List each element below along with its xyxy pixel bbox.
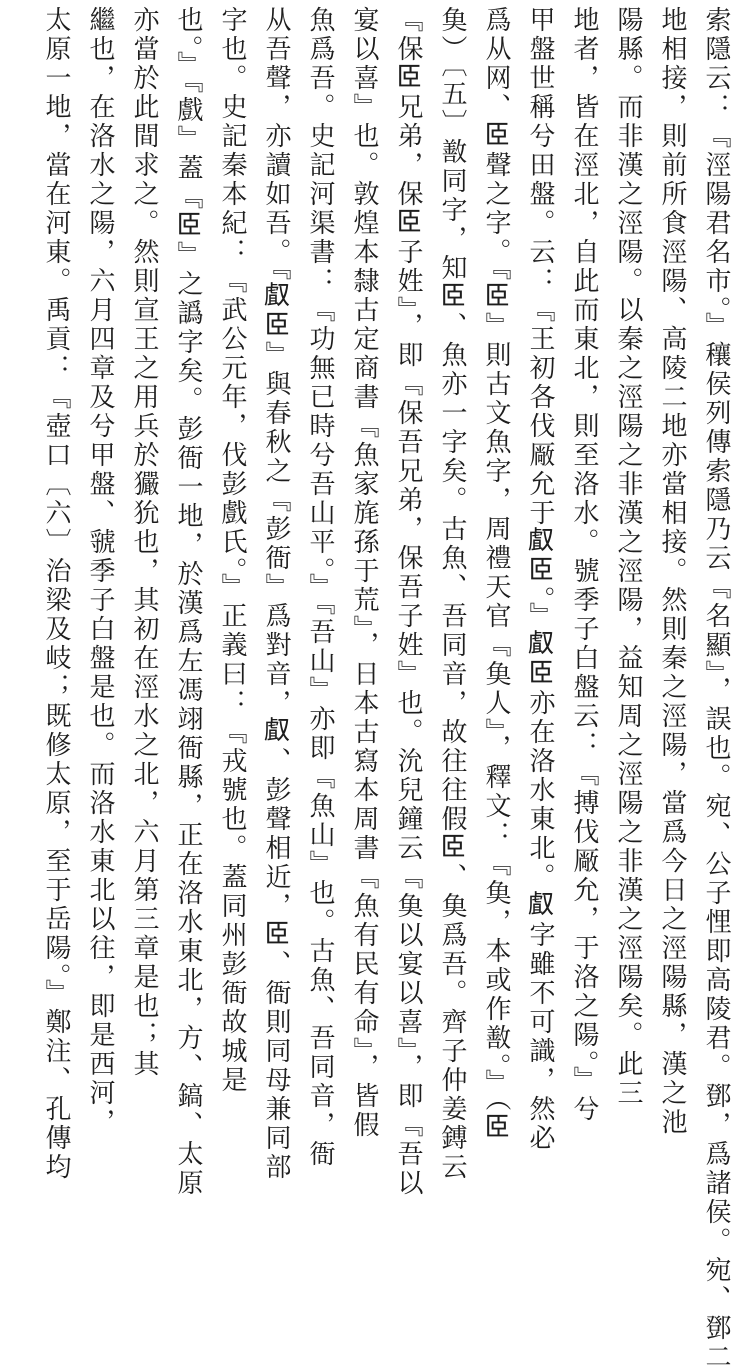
text-column: 爲从网、𦣞聲之字。『𦣞』則古文魚字，周禮天官『𩵋人』，釋文：『𩵋，本或作敾。』（𦣞: [481, 6, 511, 1143]
text-column: 从吾聲，亦讀如吾。『𠭯𦣞』與春秋之『彭衙』爲對音，𠭯、彭聲相近，𦣞、衙則同母兼同部: [261, 6, 291, 1182]
text-column: 字也。史記秦本紀：『武公元年，伐彭戲氏。』正義曰：『戎號也。蓋同州彭衙故城是: [217, 6, 247, 1095]
text-column: 魚爲吾。史記河渠書：『功無已時兮吾山平。』『吾山』亦即『魚山』也。古魚、吾同音，衙: [305, 6, 335, 1169]
text-column: 太原一地，當在河東。禹貢：『壺口〔六〕治梁及岐；既修太原，至于岳陽。』鄭注、孔傳均: [41, 6, 71, 1182]
text-column: 亦當於此間求之。然則宣王之用兵於玁狁也，其初在涇水之北，六月第三章是也；其: [129, 6, 159, 1079]
text-column: 宴以喜』也。敦煌本隸古定商書『魚家旄孫于荒』，日本古寫本周書『魚有民有命』，皆假: [349, 6, 379, 1140]
text-column: 索隱云：『涇陽君名市。』穰侯列傳索隱乃云『名顯』，誤也。宛、公子悝即高陵君。鄧，爲諸侯。宛、鄧二: [701, 6, 731, 1372]
text-column: 陽縣。而非漢之涇陽。以秦之涇陽之非漢之涇陽，益知周之涇陽之非漢之涇陽矣。此三: [613, 6, 643, 1108]
text-column: 『保𦣞兄弟，保𦣞子姓』，即『保吾兄弟，保吾子姓』也。沇兒鐘云『𩵋以宴以喜』，即『吾以: [393, 6, 423, 1198]
text-column: 也。』『戲』蓋『𦣞』之譌字矣。彭衙一地，於漢爲左馮翊衙縣，正在洛水東北，方、鎬、太原: [173, 6, 203, 1198]
text-column: 繼也，在洛水之陽，六月四章及兮甲盤、虢季子白盤是也。而洛水東北以往，即是西河，: [85, 6, 115, 1137]
text-column: 𩵋）〔五〕敾同字，知𦣞、魚亦一字矣。古魚、吾同音，故往往假𦣞、𩵋爲吾。齊子仲姜鎛云: [437, 6, 467, 1182]
text-column: 地相接，則前所食涇陽、高陵二地亦當相接。然則秦之涇陽，當爲今日之涇陽縣，漢之池: [657, 6, 687, 1137]
text-column: 地者，皆在涇北，自此而東北，則至洛水。號季子白盤云：『搏伐厰允，于洛之陽。』兮: [569, 6, 599, 1124]
vertical-text-body: [34, 6, 738, 1372]
text-column: 甲盤世稱兮田盤。云：『王初各伐厰允于𠭯𦣞。』𠭯𦣞亦在洛水東北。𠭯字雖不可識，然必: [525, 6, 555, 1153]
